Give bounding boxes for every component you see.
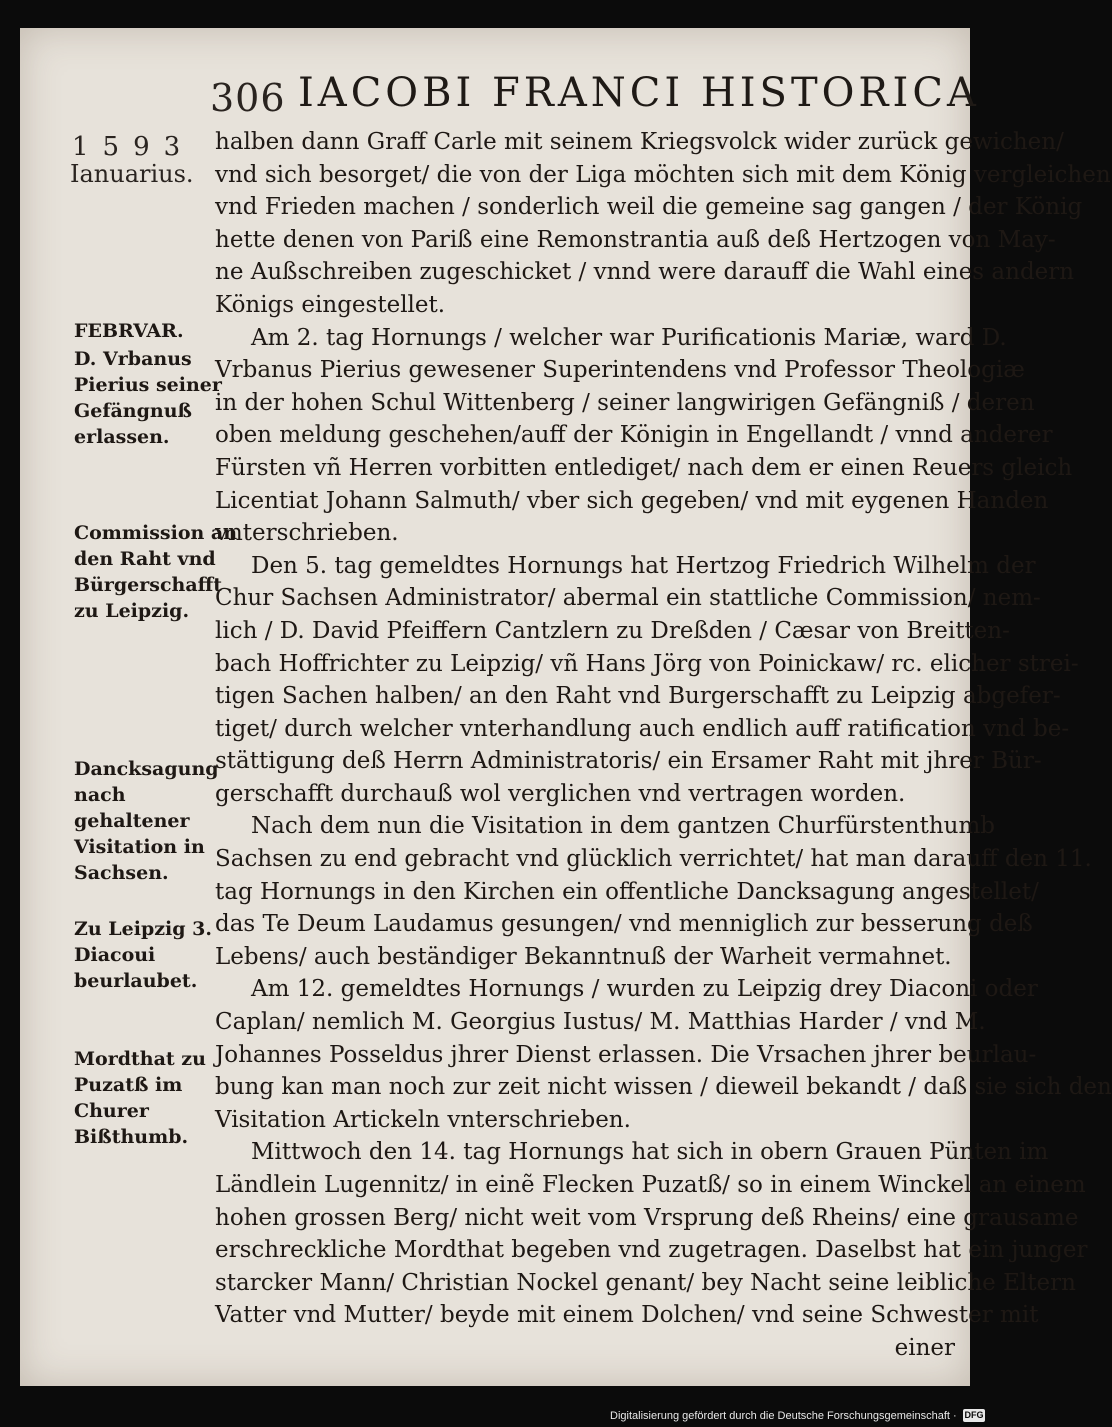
text-line: hohen grossen Berg/ nicht weit vom Vrsprung deß Rheins/ eine grausame [215,1204,1079,1231]
text-line: vnd Frieden machen / sonderlich weil die gemeine sag gangen / der König [215,194,1083,221]
text-line: bung kan man noch zur zeit nicht wissen / dieweil bekandt / daß sie sich den [215,1074,1112,1101]
book-page [20,28,1112,1386]
margin-year: 1593 [72,132,195,162]
margin-note-pierius: D. Vrbanus Pierius seiner Gefängnuß erlassen. [74,348,222,448]
text-line: starcker Mann/ Christian Nockel genant/ bey Nacht seine leibliche Eltern [215,1269,1076,1296]
text-line: lich / D. David Pfeiffern Cantzlern zu Dreßden / Cæsar von Breitten- [215,617,1010,644]
text-line: Ländlein Lugennitz/ in einẽ Flecken Puzatß/ so in einem Winckel an einem [215,1172,1086,1198]
text-line: Am 2. tag Hornungs / welcher war Purificationis Mariæ, ward D. [251,324,1007,351]
text-line: oben meldung geschehen/auff der Königin in Engellandt / vnnd anderer [215,422,1053,449]
margin-note-mordthat: Mordthat zu Puzatß im Churer Bißthumb. [74,1048,206,1148]
margin-note-commission: Commission an den Raht vnd Bürgerschafft zu Leipzig. [74,522,238,622]
margin-note-diaconi: Zu Leipzig 3. Diacoui beurlaubet. [74,918,212,992]
margin-note-dancksagung: Dancksagung nach gehaltener Visitation in Sachsen. [74,758,219,884]
text-line: erschreckliche Mordthat begeben vnd zugetragen. Daselbst hat ein junger [215,1237,1088,1264]
text-line: ne Außschreiben zugeschicket / vnnd were darauff die Wahl eines andern [215,259,1075,286]
text-line: Fürsten vñ Herren vorbitten entlediget/ nach dem er einen Reuers gleich [215,454,1073,481]
text-line: vnd sich besorget/ die von der Liga möchten sich mit dem König vergleichen [215,161,1111,188]
text-line: hette denen von Pariß eine Remonstrantia auß deß Hertzogen von May- [215,226,1056,253]
text-line: Licentiat Johann Salmuth/ vber sich gegeben/ vnd mit eygenen Handen [215,487,1049,514]
text-line: Den 5. tag gemeldtes Hornungs hat Hertzog Friedrich Wilhelm der [251,552,1036,579]
text-line: vnterschrieben. [215,520,399,547]
text-line: halben dann Graff Carle mit seinem Kriegsvolck wider zurück gewichen/ [215,129,1064,155]
text-line: stättigung deß Herrn Administratoris/ ein Ersamer Raht mit jhrer Bür- [215,748,1042,775]
text-line: Am 12. gemeldtes Hornungs / wurden zu Leipzig drey Diaconi oder [251,976,1038,1003]
text-line: Johannes Posseldus jhrer Dienst erlassen. Die Vrsachen jhrer beurlau- [215,1041,1037,1068]
catchword: einer [894,1334,955,1361]
text-line: das Te Deum Laudamus gesungen/ vnd menniglich zur besserung deß [215,911,1033,938]
text-line: Mittwoch den 14. tag Hornungs hat sich in obern Grauen Pünten im [251,1139,1049,1166]
text-line: Nach dem nun die Visitation in dem gantzen Churfürstenthumb [251,813,995,840]
text-line: Königs eingestellet. [215,291,446,318]
text-line: Vrbanus Pierius gewesener Superintendens vnd Professor Theologiæ [215,357,1025,384]
body-text [215,126,1112,1365]
text-line: Chur Sachsen Administrator/ abermal ein stattliche Commission/ nem- [215,585,1041,612]
text-line: in der hohen Schul Wittenberg / seiner langwirigen Gefängniß / deren [215,389,1035,416]
margin-month: Ianuarius. [70,160,194,188]
text-line: gerschafft durchauß wol verglichen vnd vertragen worden. [215,780,906,807]
text-line: Visitation Artickeln vnterschrieben. [215,1106,631,1133]
text-line: bach Hoffrichter zu Leipzig/ vñ Hans Jörg von Poinickaw/ rc. elicher strei- [215,650,1079,677]
text-line: Caplan/ nemlich M. Georgius Iustus/ M. Matthias Harder / vnd M. [215,1009,986,1036]
digitization-credit: Digitalisierung gefördert durch die Deutsche Forschungsgemeinschaft · [610,1410,957,1422]
text-line: Vatter vnd Mutter/ beyde mit einem Dolchen/ vnd seine Schwester mit [215,1302,1039,1329]
text-line: tigen Sachen halben/ an den Raht vnd Burgerschafft zu Leipzig abgefer- [215,683,1061,710]
text-line: tag Hornungs in den Kirchen ein offentliche Dancksagung angestellet/ [215,878,1039,905]
text-line: Sachsen zu end gebracht vnd glücklich verrichtet/ hat man darauff den 11. [215,846,1092,873]
page-number: 306 [210,76,286,120]
running-head: IACOBI FRANCI HISTORICA [298,70,980,116]
dfg-logo-icon: DFG [964,1410,984,1420]
text-line: tiget/ durch welcher vnterhandlung auch endlich auff ratification vnd be- [215,715,1070,742]
text-line: Lebens/ auch beständiger Bekanntnuß der Warheit vermahnet. [215,943,952,970]
margin-note-februar: FEBRVAR. [74,320,184,342]
